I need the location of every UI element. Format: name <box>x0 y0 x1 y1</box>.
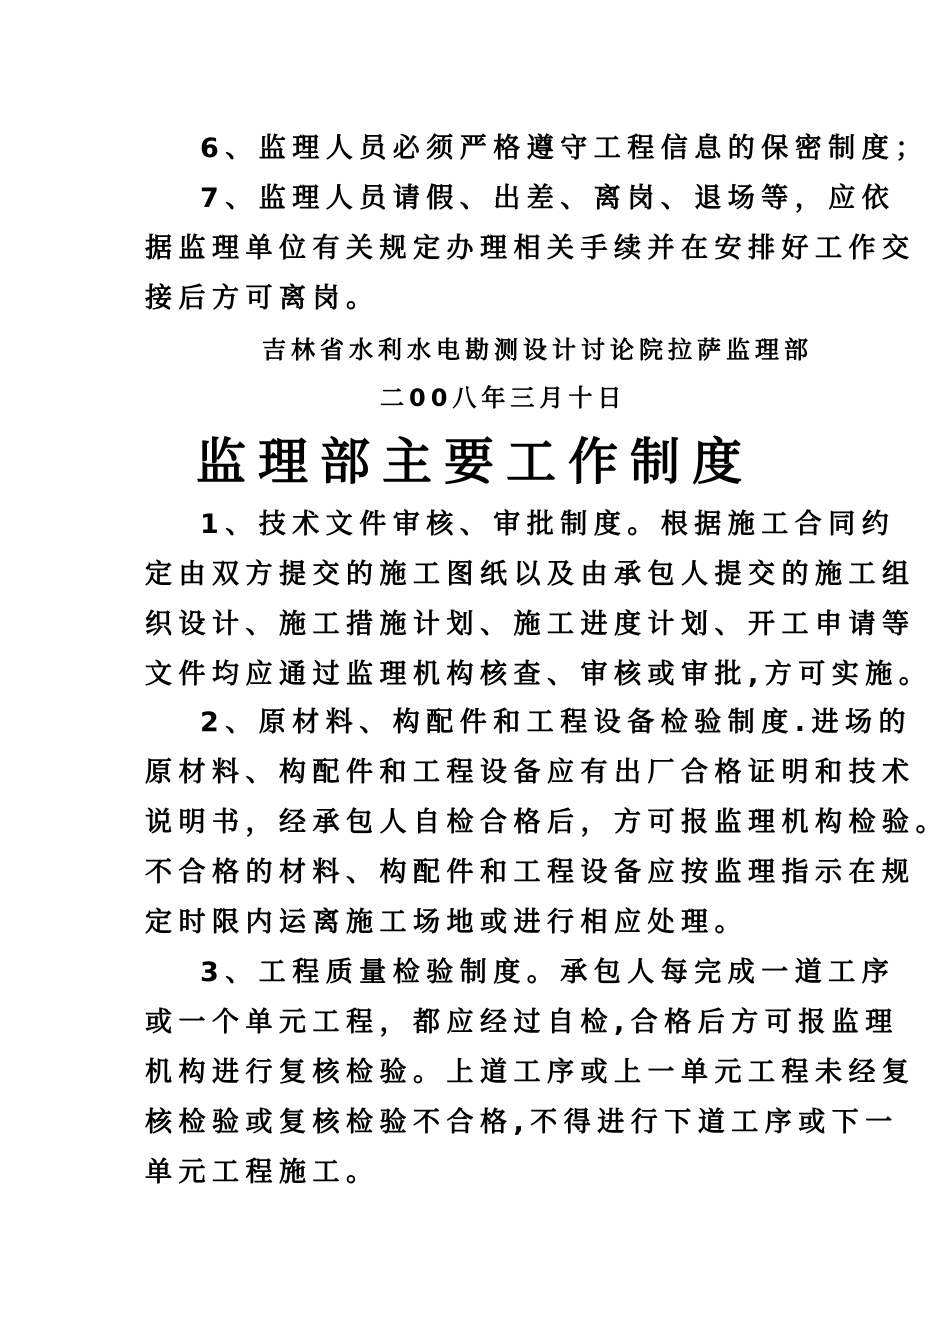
paragraph-line: 单元工程施工。 <box>145 1157 380 1188</box>
paragraph-line: 7、监理人员请假、出差、离岗、退场等，应依 <box>200 183 896 214</box>
signature-organization: 吉林省水利水电勘测设计讨论院拉萨监理部 <box>262 336 813 364</box>
paragraph-line: 3、工程质量检验制度。承包人每完成一道工序 <box>200 957 896 988</box>
paragraph-line: 织设计、施工措施计划、施工进度计划、开工申请等 <box>145 609 916 640</box>
paragraph-line: 核检验或复核检验不合格,不得进行下道工序或下一 <box>145 1107 899 1138</box>
paragraph-line: 2、原材料、构配件和工程设备检验制度.进场的 <box>200 707 913 738</box>
signature-date: 二00八年三月十日 <box>380 384 627 412</box>
paragraph-line: 1、技术文件审核、审批制度。根据施工合同约 <box>200 509 896 540</box>
paragraph-line: 定由双方提交的施工图纸以及由承包人提交的施工组 <box>145 559 916 590</box>
paragraph-line: 6、监理人员必须严格遵守工程信息的保密制度； <box>200 133 929 164</box>
paragraph-line: 定时限内运离施工场地或进行相应处理。 <box>145 907 748 938</box>
paragraph-line: 据监理单位有关规定办理相关手续并在安排好工作交 <box>145 233 916 264</box>
paragraph-line: 或一个单元工程，都应经过自检,合格后方可报监理 <box>145 1007 899 1038</box>
paragraph-line: 说明书，经承包人自检合格后，方可报监理机构检验。 <box>145 807 949 838</box>
paragraph-line: 原材料、构配件和工程设备应有出厂合格证明和技术 <box>145 757 916 788</box>
paragraph-line: 机构进行复核检验。上道工序或上一单元工程未经复 <box>145 1057 916 1088</box>
document-title: 监理部主要工作制度 <box>196 433 754 491</box>
paragraph-line: 接后方可离岗。 <box>145 283 380 314</box>
paragraph-line: 不合格的材料、构配件和工程设备应按监理指示在规 <box>145 857 916 888</box>
paragraph-line: 文件均应通过监理机构核查、审核或审批,方可实施。 <box>145 659 933 690</box>
